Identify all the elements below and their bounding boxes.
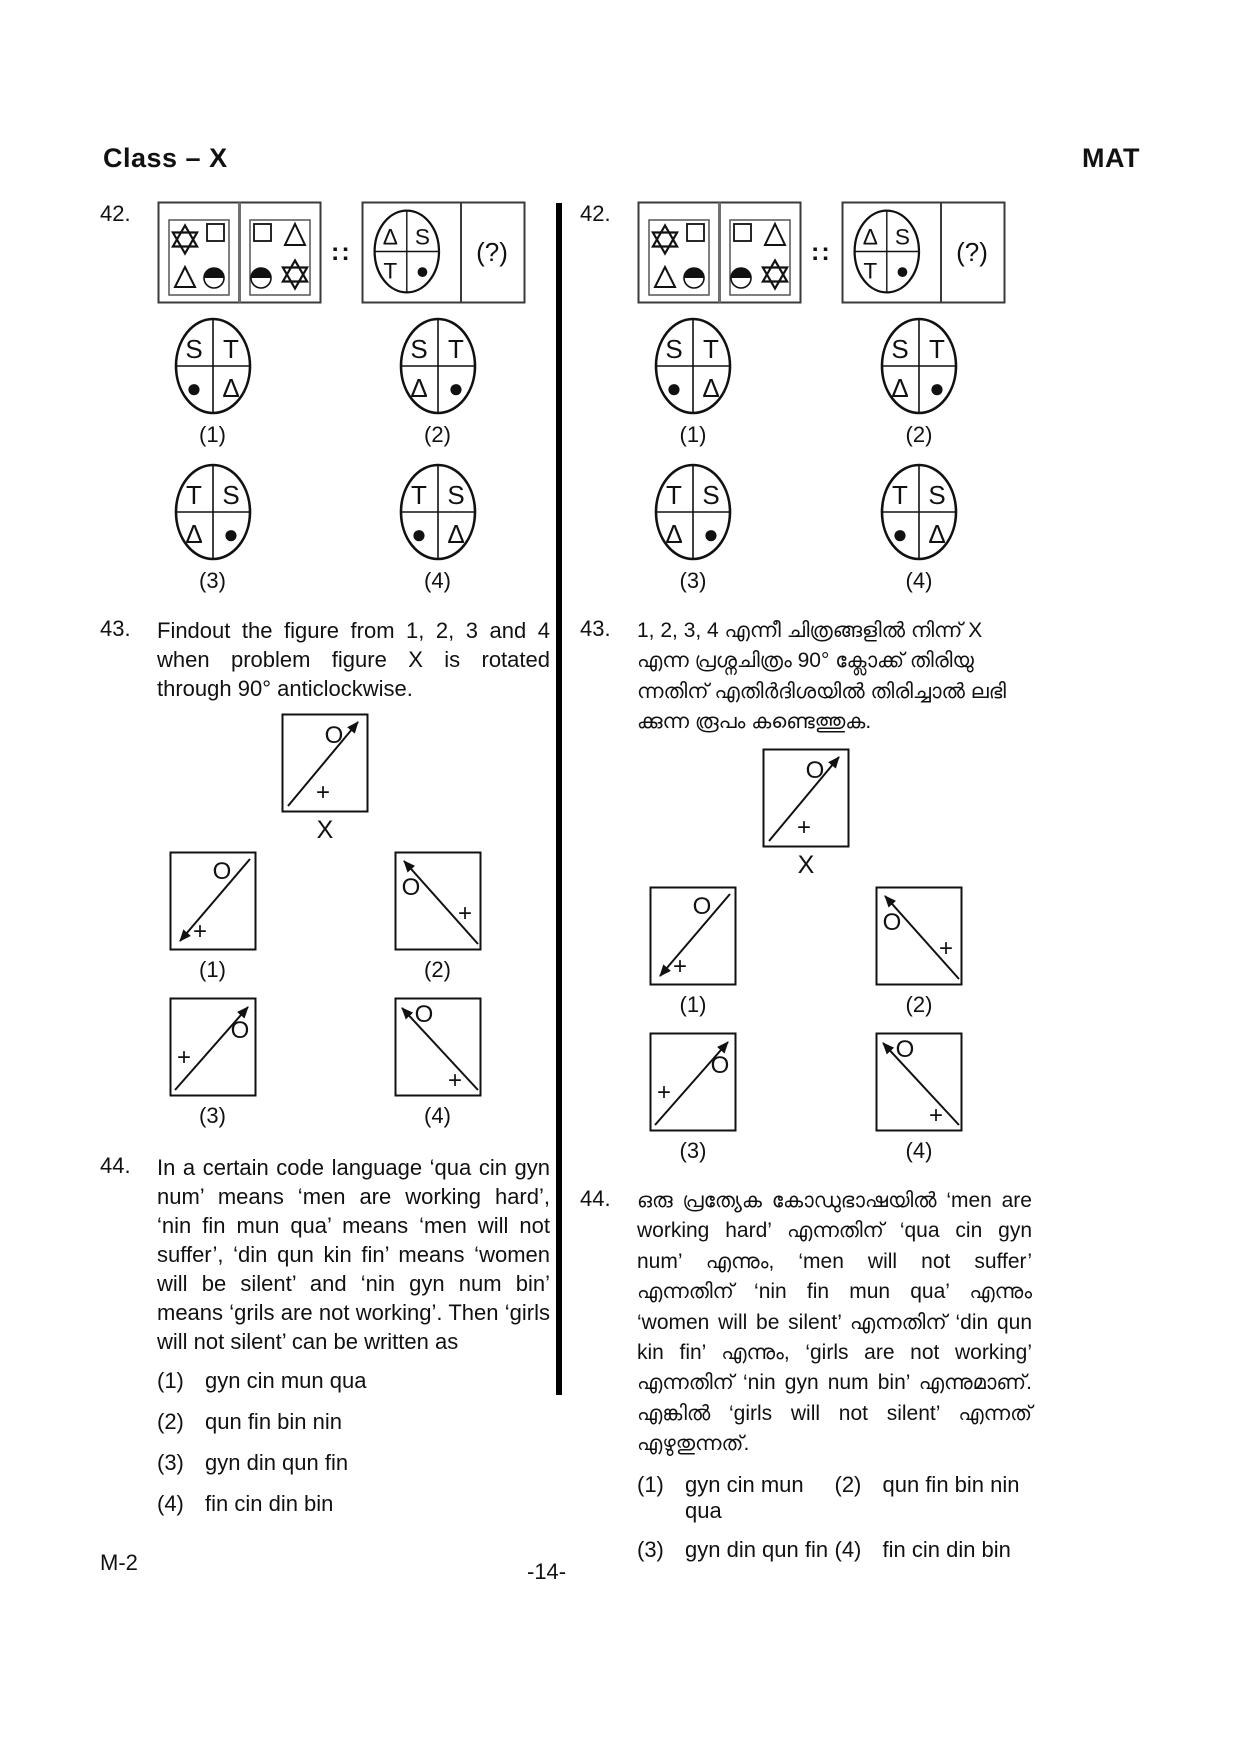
question-text: Findout the figure from 1, 2, 3 and 4 when problem figure X is rotated through 90° anticlockwise. [157, 618, 550, 702]
q43-option-4-figure [875, 1032, 963, 1132]
option-text: gyn din qun fin [205, 1450, 349, 1476]
question-42-ml [580, 201, 1032, 304]
q44-option-4 [157, 1491, 550, 1517]
q42-option-3-figure [173, 462, 253, 562]
english-column [100, 201, 550, 1532]
q43-option-1 [649, 886, 737, 1018]
q42-answer-box-figure [841, 201, 1006, 304]
option-label: (3) [679, 568, 707, 593]
q44-option-3 [157, 1450, 550, 1476]
question-text: In a certain code language ‘qua cin gyn num’ means ‘men are working hard’, ‘nin fin mun qua’ means ‘men will not suffer’, ‘din qun kin fin’ means ‘women will be silent’ and ‘nin gyn num bin’ means ‘grils are not working’. Then ‘girls will not silent’ can be written as [157, 1155, 550, 1355]
q43-option-3-figure [649, 1032, 737, 1132]
q42-answer-box-figure [361, 201, 526, 304]
q43-option-3 [169, 997, 257, 1129]
option-label: (1) [199, 957, 226, 983]
q42-option-3 [173, 462, 253, 594]
text-line: ന്നതിന് എതിർദിശയിൽ തിരിച്ചാൽ ലഭി [637, 679, 1006, 703]
option-label: (3) [199, 568, 226, 593]
question-number: 43. [580, 616, 611, 641]
q42-option-1-figure [653, 316, 733, 416]
option-label: (3) [157, 1450, 184, 1476]
q42-option-1 [653, 316, 733, 448]
q44-option-1 [637, 1472, 835, 1524]
q42-option-4-figure [879, 462, 959, 562]
option-label: (1) [157, 1368, 184, 1394]
q44-option-2 [835, 1472, 1033, 1524]
option-label: (3) [637, 1536, 664, 1562]
option-label: (4) [905, 568, 933, 593]
option-label: (3) [199, 1103, 226, 1129]
option-text: qun fin bin nin [205, 1409, 342, 1435]
q42-option-3 [653, 462, 733, 594]
q44-options [157, 1368, 550, 1517]
q43-options [580, 886, 1032, 1164]
analogy-separator: :: [811, 238, 832, 266]
question-44-ml [580, 1186, 1032, 1460]
q43-option-2-figure [394, 851, 482, 951]
option-label: (2) [424, 957, 451, 983]
q42-option-2-figure [398, 316, 478, 416]
text-line: 1, 2, 3, 4 എന്നീ ചിത്രങ്ങളിൽ നിന്ന് X [637, 619, 983, 642]
q42-problem-strip [157, 201, 550, 304]
text-line: ക്കുന്ന രൂപം കണ്ടെത്തുക. [637, 710, 872, 734]
q43-option-2 [875, 886, 963, 1018]
question-number: 44. [580, 1185, 611, 1211]
q42-option-4 [879, 462, 959, 594]
column-divider [556, 203, 562, 1395]
q42-shape-panels-figure [637, 201, 802, 304]
q42-problem-strip [637, 201, 1032, 304]
q43-option-3 [649, 1032, 737, 1164]
q42-option-4-figure [398, 462, 478, 562]
option-label: (1) [637, 1471, 664, 1497]
option-text: gyn din qun fin [685, 1536, 829, 1562]
page-number: -14- [527, 1559, 567, 1584]
q43-figure-x [281, 713, 369, 813]
question-number: 42. [580, 201, 611, 226]
q43-options [100, 851, 550, 1129]
question-44-en [100, 1153, 550, 1356]
q43-option-4 [875, 1032, 963, 1164]
q43-option-2 [394, 851, 482, 983]
q42-option-2 [879, 316, 959, 448]
analogy-separator: :: [331, 238, 352, 266]
q44-option-4 [835, 1537, 1033, 1563]
q44-option-2 [157, 1409, 550, 1435]
q43-problem-figure-x [100, 713, 550, 845]
q43-option-2-figure [875, 886, 963, 986]
q44-option-3 [637, 1537, 835, 1563]
question-number: 43. [100, 616, 131, 641]
option-label: (2) [834, 1471, 862, 1497]
option-text: fin cin din bin [205, 1491, 334, 1517]
question-number: 42. [100, 201, 131, 226]
option-text: qun fin bin nin [882, 1471, 1020, 1497]
figure-x-label: X [316, 816, 334, 845]
booklet-code: M-2 [100, 1550, 138, 1575]
question-43-ml [580, 616, 1032, 738]
class-label: Class – X [103, 143, 228, 173]
question-text: ഒരു പ്രത്യേക കോഡുഭാഷയിൽ ‘men are working hard’ എന്നതിന് ‘qua cin gyn num’ എന്നും, ‘men will not suffer’ എന്നതിന് ‘nin fin mun qua’ എന്നും ‘women will be silent’ എന്നതിന് ‘din qun kin fin’ എന്നും, ‘girls are not working’ എന്നതിന് ‘nin gyn num bin’ എന്നുമാണ്. എങ്കിൽ ‘girls will not silent’ എന്നത് എഴുതുന്നത്. [637, 1188, 1032, 1456]
option-label: (4) [424, 1103, 451, 1129]
q43-option-3-figure [169, 997, 257, 1097]
option-text: gyn cin mun qua [685, 1471, 804, 1523]
option-label: (4) [905, 1137, 933, 1163]
q42-option-1-figure [173, 316, 253, 416]
q43-problem-figure-x [580, 748, 1032, 880]
q44-option-1 [157, 1368, 550, 1394]
option-text: fin cin din bin [882, 1536, 1011, 1562]
q42-option-3-figure [653, 462, 733, 562]
option-label: (2) [424, 422, 451, 447]
option-label: (2) [905, 991, 933, 1017]
q42-option-2 [398, 316, 478, 448]
q43-figure-x [762, 748, 850, 848]
q43-option-1-figure [649, 886, 737, 986]
option-label: (1) [199, 422, 226, 447]
option-label: (3) [679, 1137, 707, 1163]
option-text: gyn cin mun qua [205, 1368, 367, 1394]
q42-options [580, 316, 1032, 594]
question-number: 44. [100, 1153, 131, 1179]
question-43-en [100, 616, 550, 703]
malayalam-column [580, 201, 1032, 1563]
q42-options [100, 316, 550, 594]
q42-option-4 [398, 462, 478, 594]
q43-option-4 [394, 997, 482, 1129]
q43-option-1 [169, 851, 257, 983]
option-label: (1) [679, 991, 707, 1017]
question-text [637, 616, 1032, 738]
q42-option-1 [173, 316, 253, 448]
option-label: (2) [905, 422, 933, 447]
q43-option-4-figure [394, 997, 482, 1097]
q42-shape-panels-figure [157, 201, 322, 304]
q42-option-2-figure [879, 316, 959, 416]
subject-label: MAT [1082, 143, 1140, 173]
figure-x-label: X [797, 850, 815, 879]
question-42-en [100, 201, 550, 304]
option-label: (1) [679, 422, 707, 447]
option-label: (4) [834, 1536, 862, 1562]
text-line: എന്ന പ്രശ്നചിത്രം 90° ക്ലോക്ക് തിരിയു [637, 649, 974, 673]
q44-options [637, 1472, 1032, 1563]
q43-option-1-figure [169, 851, 257, 951]
option-label: (4) [424, 568, 451, 593]
option-label: (2) [157, 1409, 184, 1435]
option-label: (4) [157, 1491, 184, 1517]
